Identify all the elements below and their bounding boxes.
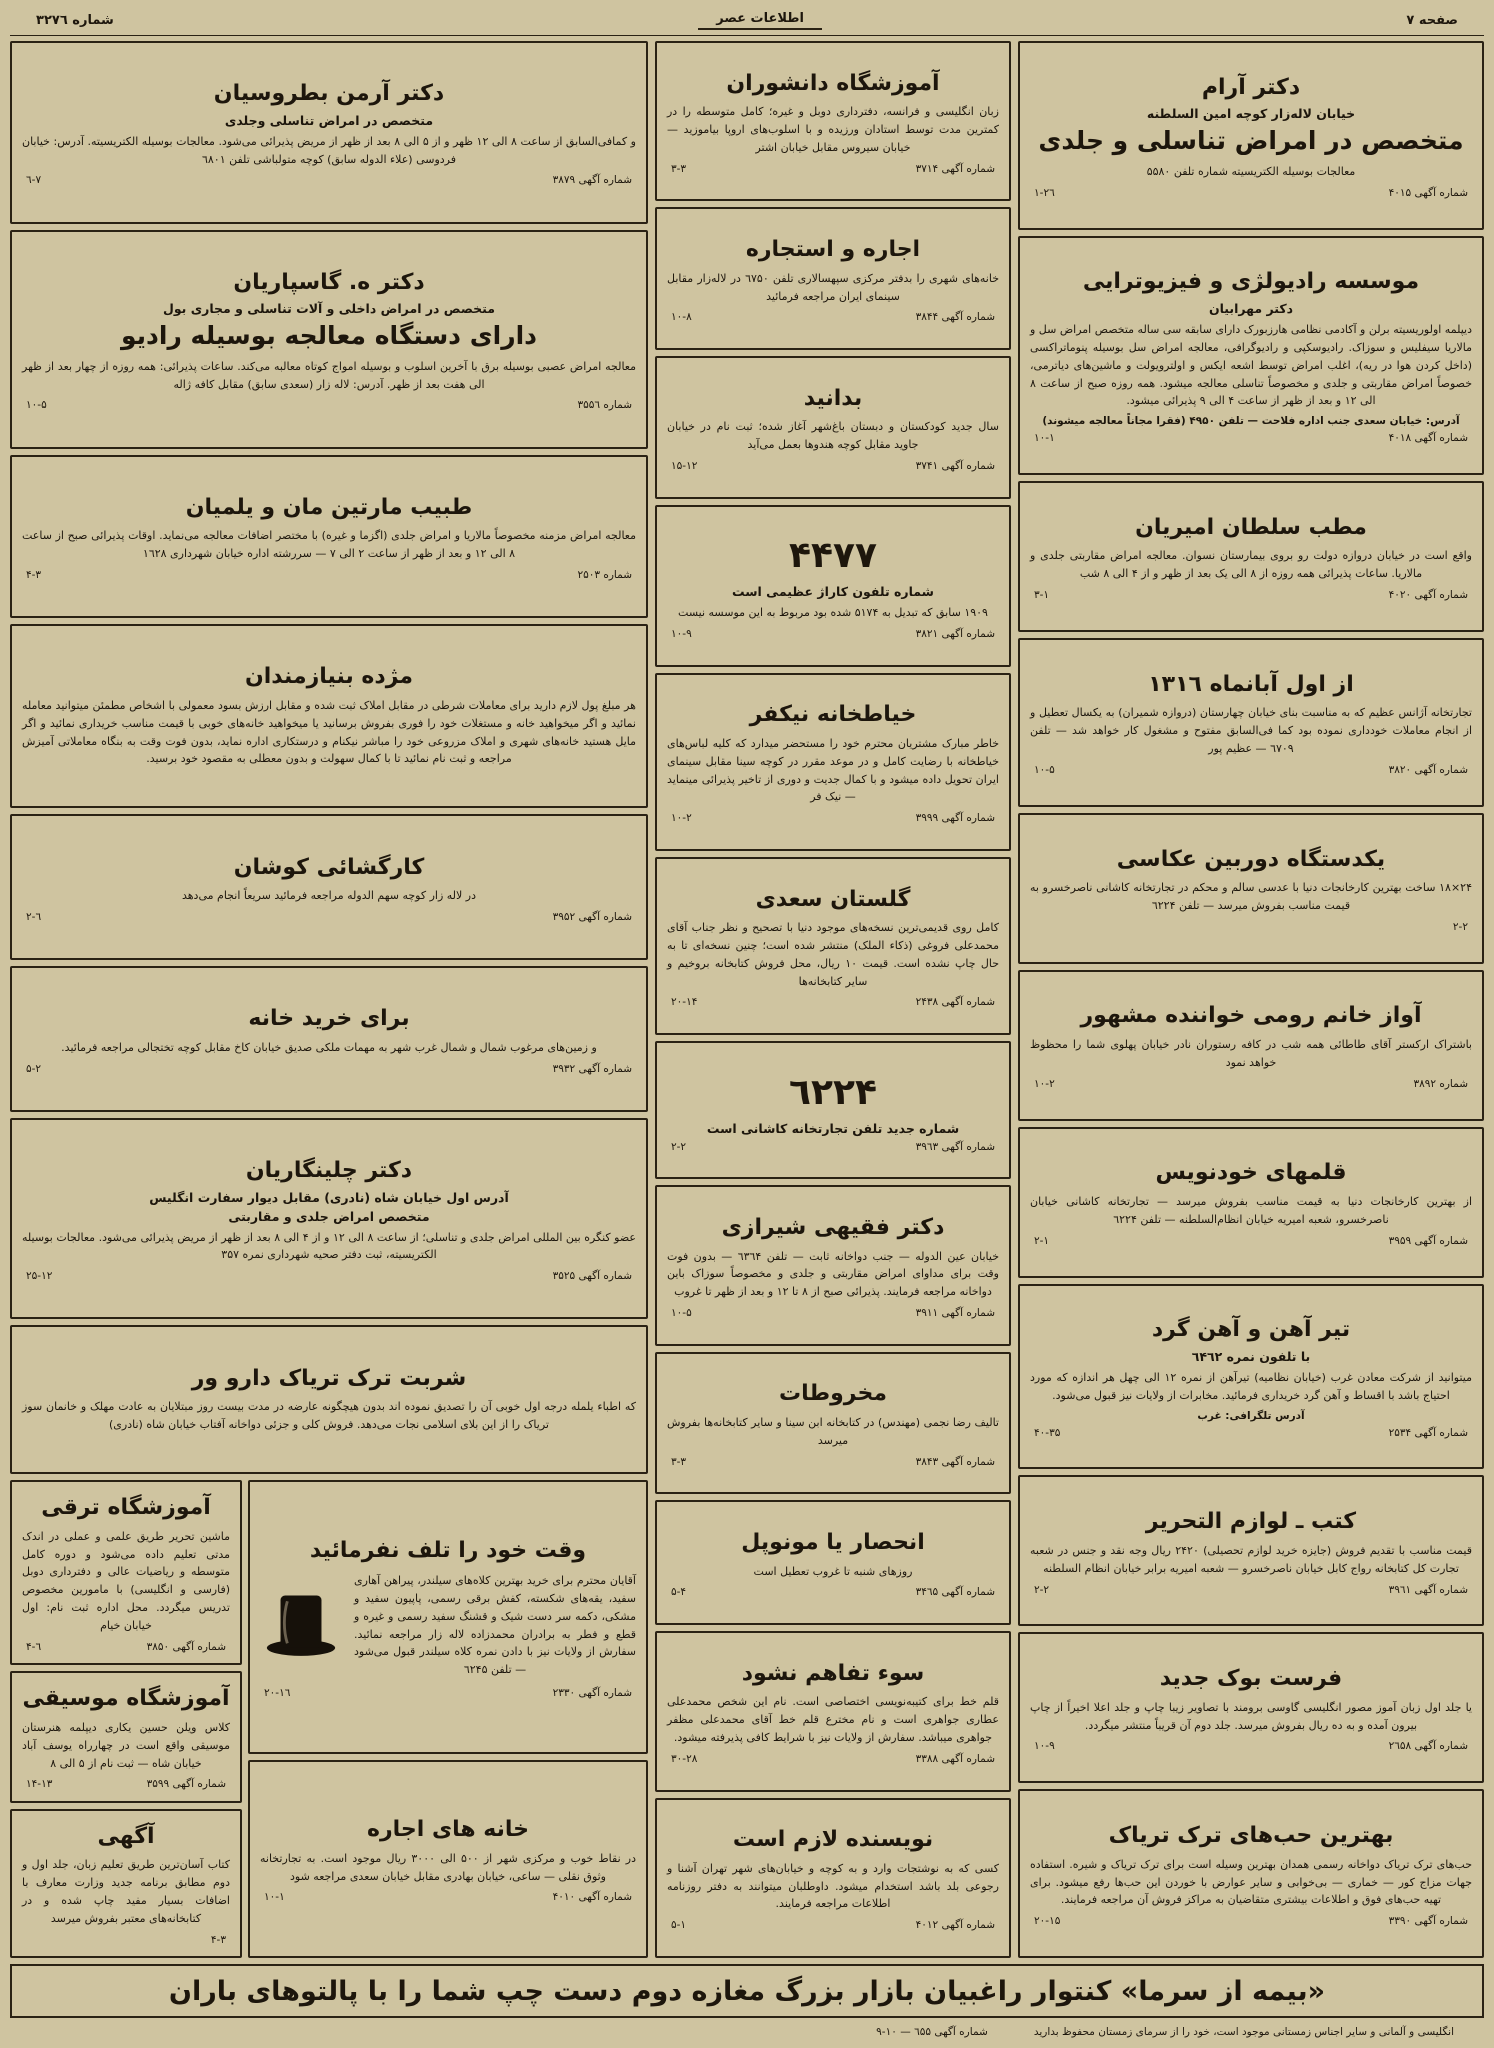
- ad-note: آدرس تلگرافی: غرب: [1197, 1409, 1305, 1422]
- ad-number: شماره آگهی ۳۵۲۵: [552, 1270, 632, 1283]
- ad-body: در لاله زار کوچه سهم الدوله مراجعه فرمائید سریعاً انجام می‌دهد: [181, 889, 476, 903]
- column-right: [1018, 41, 1484, 1958]
- ad-run-count: ۱۰-۹: [1034, 1740, 1055, 1753]
- ad-run-count: ۴-۳: [26, 569, 42, 582]
- ad-meta: [22, 1270, 636, 1282]
- ad-number: شماره آگهی ۴۰۱۲: [915, 1919, 995, 1932]
- ad-meta: [1030, 764, 1472, 776]
- ad-subtitle: شماره تلفون کاراژ عظیمی است: [732, 584, 934, 600]
- ad-run-count: ۱۰-۱: [1034, 432, 1055, 445]
- ad-title: دکتر آرمن بطروسیان: [213, 81, 445, 107]
- ad-run-count: ۵-۴: [671, 1586, 687, 1599]
- ad-run-count: ۳-۳: [671, 162, 687, 175]
- ad-title: دکتر ه. گاسپاریان: [233, 269, 425, 295]
- ad-title: قلمهای خودنویس: [1155, 1160, 1347, 1186]
- ad-meta: [22, 1934, 230, 1946]
- page-number: صفحه ۷: [1406, 13, 1458, 28]
- ad-meta: [22, 399, 636, 411]
- ad-run-count: ٦-۴: [26, 1640, 42, 1653]
- ad-subtitle: متخصص در امراض تناسلی وجلدی: [224, 112, 434, 128]
- ad-run-count: ۲٦-۱: [1034, 186, 1055, 199]
- ad-meta: [1030, 1584, 1472, 1596]
- ad-meta: [667, 163, 999, 175]
- ad-number: شماره آگهی ۳۹۳۲: [552, 1062, 632, 1075]
- ad-number: شماره آگهی ۳۸۲۰: [1388, 763, 1468, 776]
- ad-body: حب‌های ترک تریاک دواخانه رسمی همدان بهترین وسیله است برای ترک تریاک و شیره. استفاده جهات مزاج کور — خماری — بی‌خوابی و سایر عوارض با خوردن این حب‌ها رفع میشود. برای تهیه حب‌های فوق و اطلاعات بیشتری متقاضیان به مراکز فروش آن مراجعه فرمایند.: [1030, 1857, 1472, 1907]
- ad-meta: [1030, 921, 1472, 933]
- ad-title: آواز خانم رومی خواننده مشهور: [1080, 1003, 1422, 1029]
- ad-body: باشتراک ارکستر آقای طاطائی همه شب در کافه رستوران نادر خیابان پهلوی شما را محظوظ خواهد نمود: [1030, 1038, 1472, 1069]
- ad-run-count: ۱۰-۵: [1034, 763, 1055, 776]
- ad-title: دکتر فقیهی شیرازی: [721, 1214, 945, 1240]
- ad-number: شماره آگهی ۳۹۵۲: [552, 910, 632, 923]
- ad-box: [655, 857, 1011, 1035]
- masthead: [10, 6, 1484, 36]
- ad-meta: [667, 1307, 999, 1319]
- column-left-lower-wide: [248, 1480, 648, 1958]
- column-left-lower-narrow: [10, 1480, 242, 1958]
- ad-box: [655, 1041, 1011, 1179]
- ad-title: کارگشائی کوشان: [233, 854, 425, 880]
- ad-body: هر مبلغ پول لازم دارید برای معاملات شرطی در مقابل املاک ثبت شده و مقابل ارزش بسود معمولی با اشخاص مطمئن میتوانید معامله نمائید و اگر میخواهید خانه و مستغلات خود را فوری بفروش برسانید یا میخواهید خانه‌های خوبی با قیمت مناسب خریداری نمائید و اگر مایل هستید خانه‌های شهری و املاک مزروعی خود را مباشر نیکنام و درستکاری اداره نماید، بدون فوت وقت به بنگاه معاملاتی آمیزش مراجعه و ثبت نام نمائید تا با کمال سهولت و بدون معطلی به مقصود خود برسید.: [22, 698, 636, 766]
- column-left-split: [10, 1480, 648, 1958]
- ad-title: بهترین حب‌های ترک تریاک: [1108, 1823, 1394, 1849]
- ad-title: خانه های اجاره: [366, 1817, 530, 1843]
- ad-meta: [667, 996, 999, 1008]
- ad-run-count: ۱۰-۲: [671, 812, 692, 825]
- ad-subtitle: خیابان لاله‌زار کوچه امین السلطنه: [1146, 106, 1356, 122]
- ad-meta: [1030, 589, 1472, 601]
- ad-run-count: ۳۰-۲۸: [671, 1752, 698, 1765]
- ad-body: آقایان محترم برای خرید بهترین کلاه‌های سیلندر، پیراهن آهاری سفید، یقه‌های شکسته، کفش برقی رسمی، پاپیون سفید و مشکی، دکمه سر دست شیک و قشنگ سفید رسمی و غیره و قطع و فطر به برادران محمدزاده لاله زار مراجعه نمائید. سفارش از ولایات نیز با دادن نمره کلاه سیلندر قبول می‌شود — تلفن ٦۲۴۵: [354, 1574, 636, 1677]
- ad-subtitle: آدرس اول خیابان شاه (نادری) مقابل دیوار سفارت انگلیس: [149, 1189, 509, 1205]
- ad-number: شماره آگهی ۳۹۵۹: [1388, 1234, 1468, 1247]
- column-left-main: [10, 41, 648, 1474]
- ad-box: [10, 455, 648, 619]
- ad-box: [655, 505, 1011, 667]
- ad-body: یا جلد اول زبان آموز مصور انگلیسی گاوسی برومند با تصاویر زیبا چاپ و جلد اعلا اخیراً از چاپ بیرون آمده و به ده ریال بفروش میرسد. جلد دوم آن قریباً منتشر میگردد.: [1030, 1700, 1472, 1732]
- ad-run-count: ۱۰-۸: [671, 311, 692, 324]
- ad-number: شماره آگهی ۳۴٦۵: [915, 1586, 995, 1599]
- ad-title: طبیب مارتین مان و یلمیان: [185, 494, 473, 520]
- ad-box: [655, 673, 1011, 851]
- ad-box: [10, 966, 648, 1112]
- ad-number: شماره آگهی ۳۷۱۴: [915, 162, 995, 175]
- ad-body: میتوانید از شرکت معادن غرب (خیابان نظامیه) تیرآهن از نمره ۱۲ الی چهل هر اندازه که مورد احتیاج باشد با اقساط و آهن گرد خریداری فرمائید. مخابرات از ولایات نیز قبول می‌شود.: [1030, 1370, 1472, 1402]
- ad-box: [1018, 813, 1484, 964]
- ad-meta: [1030, 1078, 1472, 1090]
- ad-body: کلاس ویلن حسین یکاری دیپلمه هنرستان موسیقی واقع است در چهارراه یوسف آباد خیابان شاه — ثبت نام از ۵ الی ۸: [22, 1720, 230, 1770]
- ad-number: شماره ۳۵۵٦: [577, 399, 632, 412]
- ad-run-count: ۲-۲: [1452, 920, 1468, 933]
- ad-number: شماره آگهی ۲۴۳۸: [915, 996, 995, 1009]
- ad-box: [655, 41, 1011, 201]
- ad-number: شماره آگهی ۲۵۳۴: [1388, 1426, 1468, 1439]
- ad-title: برای خرید خانه: [248, 1006, 410, 1032]
- ad-number: شماره ۳۸۹۲: [1413, 1077, 1468, 1090]
- ad-box: [1018, 481, 1484, 632]
- ad-subtitle: شماره جدید تلفن تجارتخانه کاشانی است: [706, 1120, 960, 1136]
- ad-title-secondary: متخصص در امراض تناسلی و جلدی: [1038, 126, 1464, 156]
- ad-subtitle: دکتر مهرابیان: [1208, 301, 1294, 317]
- ad-box: [10, 1671, 242, 1803]
- ad-title: دکتر چلینگاریان: [245, 1158, 413, 1184]
- hat-row: [260, 1569, 636, 1682]
- ad-subtitle: متخصص در امراض داخلی و آلات تناسلی و مجاری بول: [162, 301, 496, 317]
- ad-box: [655, 1798, 1011, 1958]
- ad-run-count: ۷-٦: [26, 174, 42, 187]
- ad-run-count: ۵-۱: [671, 1919, 687, 1932]
- ad-body: عضو کنگره بین المللی امراض جلدی و تناسلی؛ از ساعت ۸ الی ۱۲ و از ۴ الی ۸ بعد از ظهر از مریض پذیرائی می‌شود. معالجات بوسیله الکتریسیته، ثبت دفتر صحیه شهرداری نمره ۳۵۷: [22, 1230, 636, 1262]
- ad-run-count: ۳-۱: [1034, 589, 1050, 602]
- ad-title: آموزشگاه ترقی: [41, 1495, 211, 1521]
- ad-body: زبان انگلیسی و فرانسه، دفترداری دوبل و غیره؛ کامل متوسطه را در کمترین مدت توسط استادان ورزیده و با اسلوب‌های اروپا بیاموزید — خیابان سیروس مقابل خیابان اشتر: [667, 105, 999, 154]
- ad-box: [1018, 41, 1484, 230]
- ad-meta: [22, 1641, 230, 1653]
- ad-meta: [260, 1891, 636, 1903]
- ad-meta: [1030, 187, 1472, 199]
- column-left: [10, 41, 648, 1958]
- ad-title: نویسنده لازم است: [732, 1827, 934, 1853]
- ad-meta: [22, 174, 636, 186]
- bottom-banner: [10, 1964, 1484, 2018]
- ad-run-count: ۱۰-۲: [1034, 1077, 1055, 1090]
- ad-number: شماره آگهی ۳۸۴۴: [915, 311, 995, 324]
- ad-body: ۲۴×۱۸ ساخت بهترین کارخانجات دنیا با عدسی سالم و محکم در تجارتخانه کاشانی ناصرخسرو به قیمت مناسب بفروش میرسد — تلفن ٦۲۲۴: [1030, 881, 1472, 912]
- ad-body: و زمین‌های مرغوب شمال و شمال غرب شهر به مهمات ملکی صدیق خیابان کاخ مقابل کوچه تختجالی مراجعه فرمائید.: [61, 1040, 597, 1054]
- ad-box: [248, 1480, 648, 1754]
- ad-body: در نقاط خوب و مرکزی شهر از ۵۰۰ الی ۳۰۰۰ ریال موجود است. به تجارتخانه وثوق نقلی — ساعی، خیابان بهادری مقابل خیابان سعدی مراجعه شود: [260, 1851, 637, 1883]
- ad-meta: [22, 1063, 636, 1075]
- ad-box: [655, 1631, 1011, 1791]
- ad-box: [10, 41, 648, 224]
- ad-body: قلم خط برای کتیبه‌نویسی اختصاصی است. نام این شخص محمدعلی عطاری جواهری است و نام مخترع قلم خط آقای محمدعلی مظفر جواهری میباشد. سفارش از ولایات نیز با شرایط کافی پذیرفته میشود.: [667, 1695, 999, 1745]
- ad-meta: [1030, 1740, 1472, 1752]
- ad-number: شماره آگهی ۳۳۸۸: [915, 1752, 995, 1765]
- ad-title: انحصار یا مونوپل: [741, 1530, 925, 1556]
- ad-title: آگهی: [97, 1823, 155, 1849]
- ad-meta: [1030, 1427, 1472, 1439]
- ad-box: [1018, 970, 1484, 1121]
- ad-run-count: ۲۵-۱۲: [26, 1270, 53, 1283]
- ad-box: [1018, 1789, 1484, 1958]
- ad-box: [10, 1325, 648, 1474]
- ad-run-count: ۱۰-۵: [671, 1307, 692, 1320]
- ad-box: [1018, 236, 1484, 475]
- ad-box: [1018, 1127, 1484, 1278]
- ad-meta: [22, 569, 636, 581]
- ad-body: معالجات بوسیله الکتریسیته شماره تلفن ۵۵۸۰: [1146, 164, 1356, 178]
- ad-title: خیاطخانه نیکفر: [749, 702, 917, 728]
- ad-run-count: ۲-۲: [671, 1140, 687, 1153]
- ad-meta: [1030, 1235, 1472, 1247]
- footer-note-meta: شماره آگهی ٦۵۵ — ۱۰-۹: [876, 2025, 988, 2038]
- ad-box: [655, 207, 1011, 350]
- ad-meta: [1030, 1915, 1472, 1927]
- ad-number: شماره آگهی ۴۰۱۸: [1388, 432, 1468, 445]
- ad-title: دکتر آرام: [1201, 74, 1301, 100]
- ad-meta: [667, 812, 999, 824]
- ad-body: کامل روی قدیمی‌ترین نسخه‌های موجود دنیا با تصحیح و نظر جناب آقای محمدعلی فروغی (ذکاء الملک) منتشر شده است؛ چنین نسخه‌ای تا به حال چاپ نشده است. قیمت ۱۰ ریال، محل فروش کتابخانه بروخیم و سایر کتابخانه‌ها: [667, 921, 1000, 988]
- top-hat-icon: [260, 1589, 342, 1663]
- ad-subtitle-2: متخصص امراض جلدی و مقاربتی: [228, 1208, 430, 1224]
- ad-title: تیر آهن و آهن گرد: [1151, 1317, 1351, 1343]
- ad-box: [655, 356, 1011, 499]
- ad-note: آدرس: خیابان سعدی جنب اداره فلاحت — تلفن ۴۹۵۰ (فقرا مجاناً معالجه میشوند): [1042, 415, 1460, 428]
- ad-title: وقت خود را تلف نفرمائید: [309, 1537, 587, 1563]
- ad-run-count: ٦-۲: [26, 910, 42, 923]
- ad-run-count: ۲۰-۱۵: [1034, 1915, 1061, 1928]
- ad-meta: [667, 628, 999, 640]
- ad-body: قیمت مناسب با تقدیم فروش (جایزه خرید لوازم تحصیلی) ۲۴۲۰ ریال وجه نقد و جنس در شعبه تجارت کل کتابخانه رواج کابل خیابان ناصرخسرو — شعبه امیریه برابر خیابان انظام السلطنه: [1030, 1543, 1472, 1575]
- ad-run-count: ۱۰-۱: [264, 1891, 285, 1904]
- ad-run-count: ۱۵-۱۲: [671, 459, 698, 472]
- ad-meta: [667, 1586, 999, 1598]
- ad-title: یکدستگاه دوربین عکاسی: [1116, 846, 1386, 872]
- ad-run-count: ۲-۱: [1034, 1234, 1050, 1247]
- ad-title-secondary: دارای دستگاه معالجه بوسیله رادیو: [120, 321, 537, 351]
- ad-body: تجارتخانه آژانس عظیم که به مناسبت بنای خیابان چهارستان (دروازه شمیران) به یکسال تعطیل و از انجام معاملات خودداری نموده بود کما فی‌السابق مفتوح و مشغول کار خواهد شد — تلفن ٦۷۰۹ — عظیم پور: [1030, 706, 1472, 756]
- ad-body: سال جدید کودکستان و دبستان باغ‌شهر آغاز شده؛ ثبت نام در خیابان جاوید مقابل کوچه هندوها بعمل می‌آید: [667, 420, 999, 452]
- ad-box: [10, 1118, 648, 1320]
- ad-number: شماره آگهی ۳۸۵۰: [146, 1640, 226, 1653]
- ad-body: کسی که به نوشتجات وارد و به کوچه و خیابان‌های شهر تهران آشنا و رجوعی بلد باشد استخدام میشود. داوطلبان میتوانند به دفتر روزنامه اطلاعات مراجعه فرمایند.: [667, 1861, 999, 1911]
- issue-number: شماره ۳۲۷٦: [36, 13, 114, 28]
- ad-title: ٦۲۲۴: [789, 1071, 877, 1113]
- newspaper-title: اطلاعات عصر: [698, 11, 822, 30]
- ad-run-count: ۲۰-۱٦: [264, 1687, 291, 1700]
- ad-meta: [667, 1456, 999, 1468]
- ad-number: شماره آگهی ۴۰۱۵: [1388, 186, 1468, 199]
- ad-number: شماره ۲۵۰۳: [577, 569, 632, 582]
- ad-body: خیابان عین الدوله — جنب دواخانه ثابت — تلفن ٦۳٦۴ — بدون فوت وقت برای مداوای امراض مقاربتی و جلدی و مخصوصاً سوزاک باین دواخانه مراجعه فرمایند. پذیرائی صبح از ۸ تا ۱۲ و بعد از ظهر تا غروب: [667, 1249, 999, 1299]
- ad-body: واقع است در خیابان دروازه دولت رو بروی بیمارستان نسوان. معالجه امراض مقاربتی جلدی و مالاریا. ساعات پذیرائی همه روزه از ۸ الی یک بعد از ظهر و از ۴ الی ۸ شب: [1030, 549, 1472, 581]
- ad-meta: [667, 1141, 999, 1153]
- ad-run-count: ۴۰-۳۵: [1034, 1426, 1061, 1439]
- ad-body: معالجه امراض مزمنه مخصوصاً مالاریا و امراض جلدی (اگزما و غیره) با مختصر اضافات معالجه می‌نماید. اوقات پذیرائی صبح از ساعت ۸ الی ۱۲ و بعد از ظهر از ساعت ۲ الی ۷ — سررشته اداره خیابان شهرداری ۱٦۲۸: [22, 529, 636, 561]
- ad-meta: [260, 1687, 636, 1699]
- columns: [10, 41, 1484, 1958]
- ad-title: ۴۴۷۷: [789, 535, 877, 577]
- ad-number: شماره آگهی ۳۸۴۳: [915, 1455, 995, 1468]
- ad-number: شماره آگهی ۳۹۹۹: [915, 812, 995, 825]
- ad-title: شربت ترک تریاک دارو ور: [191, 1365, 467, 1391]
- ad-title: مژده بنیازمندان: [244, 664, 414, 690]
- ad-box: [1018, 1475, 1484, 1626]
- footer-note-text: انگلیسی و آلمانی و سایر اجناس زمستانی موجود است، خود را از سرمای زمستان محفوظ بدارید: [1033, 2025, 1454, 2038]
- ad-box: [1018, 638, 1484, 807]
- ad-meta: [1030, 432, 1472, 444]
- ad-box: [1018, 1284, 1484, 1470]
- ad-meta: [667, 460, 999, 472]
- ad-title: فرست بوک جدید: [1159, 1666, 1343, 1692]
- ad-number: شماره آگهی ۳۸۷۹: [552, 174, 632, 187]
- ad-title: سوء تفاهم نشود: [741, 1660, 925, 1686]
- ad-run-count: ۳-۳: [671, 1455, 687, 1468]
- ad-body: خاطر مبارک مشتریان محترم خود را مستحضر میدارد که کلیه لباس‌های خیاطخانه با رضایت کامل و در موعد مقرر در کوچه سینا مقابل سینمای ایران تحویل داده میشود و با کمال جدیت و دوری از تاخیر پذیرائی مینماید — نیک فر: [667, 736, 999, 804]
- ad-number: شماره آگهی ۳۷۴۱: [915, 459, 995, 472]
- ad-number: شماره آگهی ۲٦۵۸: [1388, 1740, 1468, 1753]
- ad-body: دیپلمه اولوریسیته برلن و آکادمی نظامی هارزبورک دارای سابقه سی ساله متخصص امراض سل و مالاریا سیفلیس و سوزاک. رادیوسکپی و رادیوگرافی، معالجه امراض سل بوسیله پنوماتراکسی (داخل کردن هوا در ریه)، اغلب امراض توسط اشعه ایکس و اولترویولت و ماشین‌های دیاترمی، خصوصاً امراض مقاربتی و جلدی و مخصوصاً تناسلی معالجه میشود. همه روزه صبح از ساعت ۸ الی ۱۲ و بعد از ظهر از ساعت ۴ الی ۹ پذیرائی میشود.: [1030, 323, 1472, 408]
- ad-meta: [22, 1778, 230, 1790]
- ad-title: موسسه رادیولژی و فیزیوترایی: [1082, 269, 1420, 295]
- ad-box: [655, 1500, 1011, 1625]
- ad-body: ۱۹۰۹ سابق که تبدیل به ۵۱۷۴ شده بود مربوط به این موسسه نیست: [678, 606, 988, 620]
- ad-number: شماره آگهی ۳۹٦۳: [915, 1140, 995, 1153]
- ad-title: آموزشگاه دانشوران: [726, 70, 940, 96]
- ad-title: اجاره و استجاره: [745, 237, 921, 263]
- ad-body: از بهترین کارخانجات دنیا به قیمت مناسب بفروش میرسد — تجارتخانه کاشانی خیابان ناصرخسرو، شعبه امیریه خیابان انظام‌السلطنه — تلفن ٦۲۲۴: [1030, 1195, 1472, 1226]
- ad-meta: [667, 311, 999, 323]
- ad-box: [10, 230, 648, 449]
- ad-title: مطب سلطان امیریان: [1135, 514, 1367, 540]
- ad-run-count: ۱۰-۵: [26, 399, 47, 412]
- footer-note: [10, 2018, 1484, 2042]
- ad-title: مخروطات: [779, 1381, 887, 1407]
- ad-run-count: ۱۴-۱۳: [26, 1778, 53, 1791]
- ad-body: کتاب آسان‌ترین طریق تعلیم زبان، جلد اول و دوم مطابق برنامه جدید وزارت معارف با اضافات بسیار مفید چاپ شده و در کتابخانه‌های معتبر بفروش میرسد: [22, 1858, 230, 1925]
- ad-body: معالجه امراض عصبی بوسیله برق با آخرین اسلوب و بوسیله امواج کوتاه معالبه می‌کند. ساعات پذیرائی: همه روزه از چهار بعد از ظهر الی هفت بعد از ظهر. آدرس: لاله زار (سعدی سابق) مقابل کافه ژاله: [22, 359, 636, 391]
- ad-title: کتب ـ لوازم التحریر: [1145, 1509, 1357, 1535]
- ad-number: شماره آگهی ۳۸۲۱: [915, 627, 995, 640]
- ad-meta: [667, 1919, 999, 1931]
- ad-title: گلستان سعدی: [755, 886, 911, 912]
- ad-box: [655, 1185, 1011, 1345]
- ad-box: [655, 1352, 1011, 1495]
- ad-meta: [667, 1753, 999, 1765]
- ad-run-count: ۲-۲: [1034, 1583, 1050, 1596]
- ad-title: بدانید: [803, 385, 863, 411]
- ad-box: [248, 1760, 648, 1958]
- ad-body: ماشین تحریر طریق علمی و عملی در اندک مدتی تعلیم داده می‌شود و دوره کامل متوسطه و ریاضیات عالی و دفترداری دوبل (فارسی و انگلیسی) با مامورین مخصوص تدریس میگردد. محل اداره ثبت نام: اول خیابان خیام: [22, 1529, 230, 1632]
- ad-body: و کمافی‌السابق از ساعت ۸ الی ۱۲ ظهر و از ۵ الی ۸ بعد از ظهر از مریض پذیرائی می‌شود. معالجات بوسیله الکتریسیته. آدرس: خیابان فردوسی (علاء الدوله سابق) کوچه متولباشی تلفن ٦۸۰۱: [22, 134, 636, 166]
- ad-box: [10, 814, 648, 960]
- ad-body: تالیف رضا نجمی (مهندس) در کتابخانه ابن سینا و سایر کتابخانه‌ها بفروش میرسد: [667, 1416, 999, 1447]
- ad-meta: [22, 911, 636, 923]
- ad-title: آموزشگاه موسیقی: [22, 1686, 230, 1712]
- ad-number: شماره آگهی ۳۹۱۱: [915, 1307, 995, 1320]
- ad-number: شماره آگهی ۳۳۹۰: [1388, 1915, 1468, 1928]
- ad-box: [10, 1809, 242, 1958]
- ad-body: روزهای شنبه تا غروب تعطیل است: [753, 1564, 913, 1578]
- ad-number: شماره آگهی ۲۳۳۰: [552, 1687, 632, 1700]
- ad-number: شماره آگهی ۴۰۲۰: [1388, 589, 1468, 602]
- ad-body: که اطباء یلمله درجه اول خوبی آن را تصدیق نموده اند بدون هیچگونه عارضه در مدت بیست روز مبتلایان به عادت مهلک و خانمان سوز تریاک را از این بلای اسلامی نجات می‌دهد. فروش کلی و جزئی دواخانه آفتاب خیابان شاه (نادری): [22, 1400, 636, 1432]
- ad-subtitle: با تلفون نمره ٦۴٦۲: [1191, 1348, 1311, 1364]
- ad-box: [10, 1480, 242, 1665]
- ad-number: شماره آگهی ۴۰۱۰: [552, 1891, 632, 1904]
- ad-run-count: ۲۰-۱۴: [671, 996, 698, 1009]
- column-middle: [655, 41, 1011, 1958]
- ad-number: شماره آگهی ۳۹٦۱: [1388, 1583, 1468, 1596]
- ad-run-count: ۵-۲: [26, 1062, 42, 1075]
- ad-box: [1018, 1632, 1484, 1783]
- ad-run-count: ۱۰-۹: [671, 627, 692, 640]
- ad-number: شماره آگهی ۳۵۹۹: [146, 1778, 226, 1791]
- ad-box: [10, 624, 648, 808]
- banner-text: «بیمه از سرما» کنتوار راغبیان بازار بزرگ مغازه دوم دست چپ شما را با پالتوهای باران: [168, 1975, 1326, 2007]
- ad-title: از اول آبانماه ۱۳۱٦: [1148, 671, 1354, 697]
- ad-run-count: ۴-۳: [210, 1933, 226, 1946]
- ad-body: خانه‌های شهری را بدفتر مرکزی سپهسالاری تلفن ٦۷۵۰ در لاله‌زار مقابل سینمای ایران مراجعه فرمائید: [667, 271, 1000, 303]
